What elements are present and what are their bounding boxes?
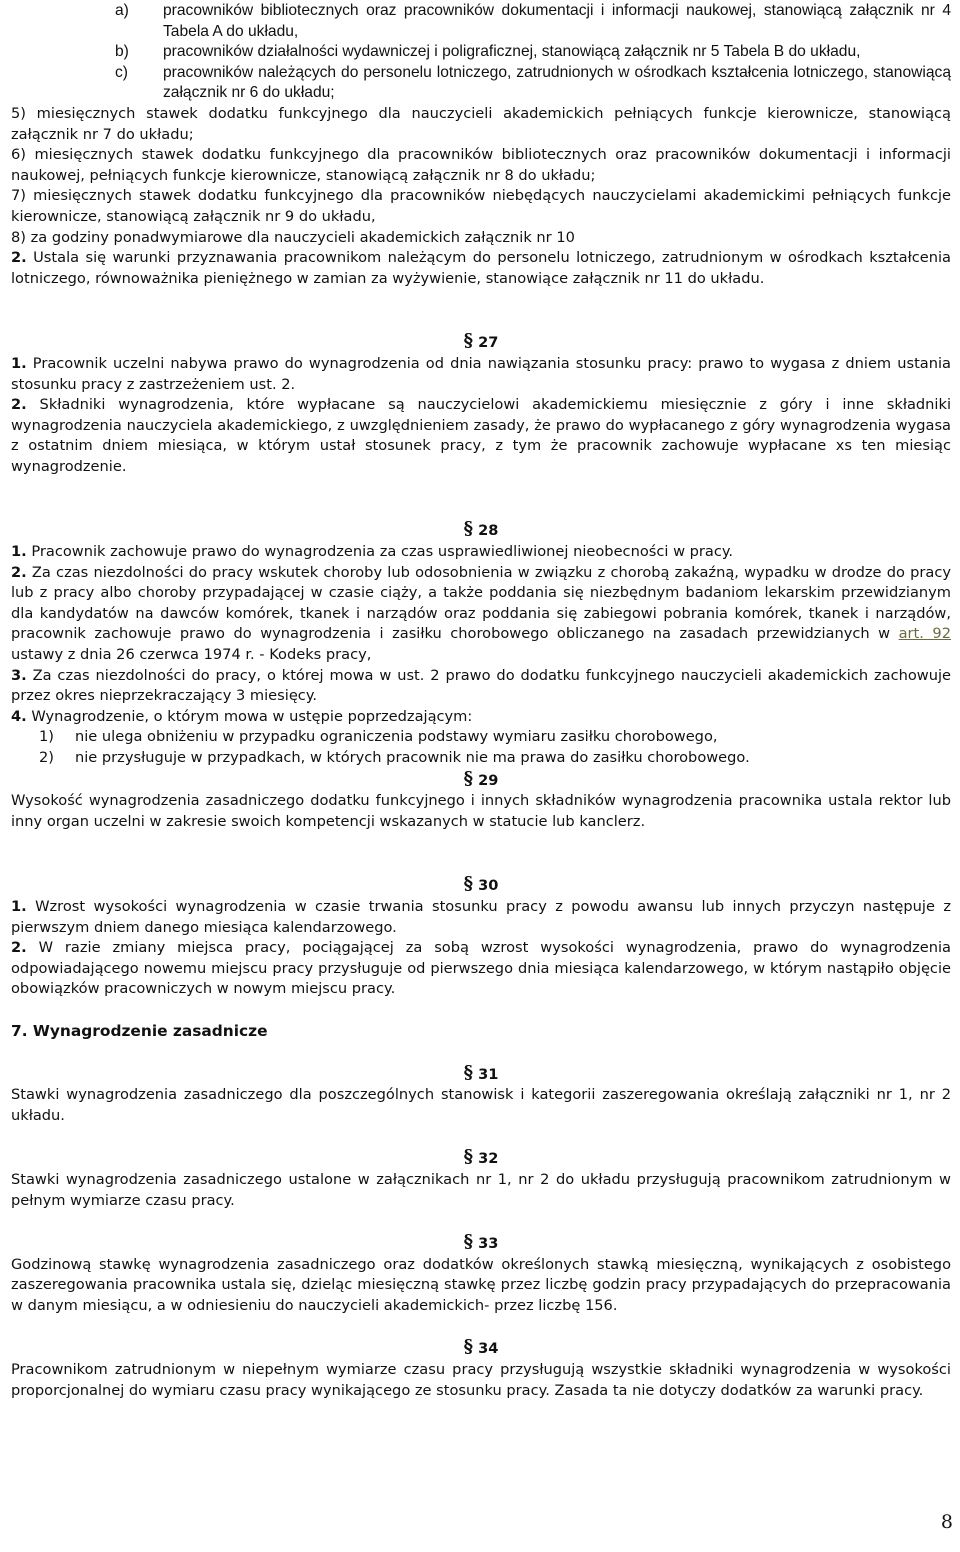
- section-number: 30: [478, 877, 499, 895]
- paragraph-number: 1.: [11, 897, 27, 915]
- section-number: 31: [478, 1065, 499, 1083]
- section-sign: §: [463, 1336, 473, 1358]
- s28-paragraph-4: [11, 707, 951, 728]
- list-item-text: nie przysługuje w przypadkach, w których pracownik nie ma prawa do zasiłku chorobowego.: [75, 749, 750, 766]
- section-sign: §: [463, 330, 473, 352]
- lettered-list: [11, 0, 951, 104]
- paragraph-text: Wzrost wysokości wynagrodzenia w czasie trwania stosunku pracy z powodu awansu lub innych przyczyn następuje z pierwszym dniem danego miesiąca kalendarzowego.: [11, 897, 951, 936]
- list-item: [11, 42, 951, 63]
- list-item-text: pracowników należących do personelu lotniczego, zatrudnionych w ośrodkach kształcenia lotniczego, stanowiącą załącznik nr 6 do układu;: [163, 63, 951, 102]
- paragraph-number: 3.: [11, 666, 27, 684]
- point-5: 5) miesięcznych stawek dodatku funkcyjnego dla nauczycieli akademickich pełniących funkcje kierownicze, stanowiącą załącznik nr 7 do układu;: [11, 104, 951, 143]
- section-number: 34: [478, 1340, 499, 1358]
- chapter-heading: 7. Wynagrodzenie zasadnicze: [11, 1021, 268, 1040]
- s30-paragraph-1: [11, 897, 951, 938]
- paragraph-number: 1.: [11, 354, 27, 372]
- list-item: [11, 63, 951, 104]
- s28-paragraph-2: [11, 563, 951, 666]
- paragraph-number: 2.: [11, 563, 27, 581]
- list-marker: 1): [39, 728, 54, 746]
- section-heading-30: [11, 874, 951, 897]
- document-page: [11, 0, 951, 1401]
- s28-paragraph-3: [11, 666, 951, 707]
- s31-text: Stawki wynagrodzenia zasadniczego dla poszczególnych stanowisk i kategorii zaszeregowania określają załączniki nr 1, nr 2 układu.: [11, 1086, 951, 1124]
- list-marker: a): [115, 2, 129, 19]
- paragraph-text: ustawy z dnia 26 czerwca 1974 r. - Kodeks pracy,: [11, 646, 372, 664]
- section-sign: §: [463, 1061, 473, 1083]
- list-marker: c): [115, 63, 128, 81]
- list-item: [11, 1, 951, 42]
- section-heading-32: [11, 1147, 951, 1170]
- paragraph-number: 2.: [11, 249, 27, 267]
- section-heading-33: [11, 1232, 951, 1255]
- section-heading-34: [11, 1337, 951, 1360]
- list-item: [11, 727, 951, 748]
- section-heading-28: [11, 519, 951, 542]
- paragraph-number: 2.: [11, 939, 27, 957]
- paragraph-text: Ustala się warunki przyznawania pracownikom należącym do personelu lotniczego, zatrudnionym w ośrodkach kształcenia lotniczego, równoważnika pieniężnego w zamian za wyżywienie, stanowiące załącznik nr 11 do układu.: [11, 249, 951, 287]
- section-number: 33: [478, 1235, 499, 1253]
- section-heading-31: [11, 1063, 951, 1086]
- point-7: 7) miesięcznych stawek dodatku funkcyjnego dla pracowników niebędących nauczycielami akademickimi pełniących funkcje kierownicze, stanowiącą załącznik nr 9 do układu,: [11, 187, 951, 225]
- list-item-text: pracowników bibliotecznych oraz pracowników dokumentacji i informacji naukowej, stanowiącą załącznik nr 4 Tabela A do układu,: [163, 2, 951, 40]
- paragraph-text: Pracownik zachowuje prawo do wynagrodzenia za czas usprawiedliwionej nieobecności w pracy.: [26, 543, 734, 561]
- section-sign: §: [463, 518, 473, 540]
- list-item-text: pracowników działalności wydawniczej i poligraficznej, stanowiącą załącznik nr 5 Tabela B do układu,: [163, 43, 861, 61]
- section-sign: §: [463, 767, 473, 789]
- list-item: [11, 748, 951, 769]
- list-marker: b): [115, 43, 129, 61]
- s30-paragraph-2: [11, 938, 951, 1000]
- point-8: 8) za godziny ponadwymiarowe dla nauczycieli akademickich załącznik nr 10: [11, 228, 575, 246]
- paragraph-number: 4.: [11, 707, 27, 725]
- paragraph-text: Pracownik uczelni nabywa prawo do wynagrodzenia od dnia nawiązania stosunku pracy: prawo to wygasa z dniem ustania stosunku pracy z zastrzeżeniem ust. 2.: [11, 354, 951, 393]
- paragraph-number: 2.: [11, 396, 27, 414]
- section-number: 32: [478, 1150, 499, 1168]
- section-sign: §: [463, 1231, 473, 1253]
- page-number: 8: [940, 1511, 953, 1533]
- point-6: 6) miesięcznych stawek dodatku funkcyjnego dla pracowników bibliotecznych oraz pracowników dokumentacji i informacji naukowej, pełniących funkcje kierownicze, stanowiącą załącznik nr 8 do układu;: [11, 146, 951, 184]
- section-heading-29: [11, 769, 951, 792]
- article-link[interactable]: art. 92: [898, 625, 951, 643]
- list-marker: 2): [39, 749, 54, 766]
- section-number: 29: [478, 771, 499, 789]
- paragraph-text: Składniki wynagrodzenia, które wypłacane są nauczycielowi akademickiemu miesięcznie z góry i inne składniki wynagrodzenia nauczyciela akademickiego, z uwzględnieniem zasady, że prawo do wypłacanego z góry wynagrodzenia wygasa z ostatnim dniem miesiąca, w którym ustał stosunek pracy, z tym że pracownik zachowuje wypłacane xs ten miesiąc wynagrodzenie.: [11, 396, 951, 475]
- paragraph-text: W razie zmiany miejsca pracy, pociągającej za sobą wzrost wysokości wynagrodzenia, prawo do wynagrodzenia odpowiadającego nowemu miejscu pracy przysługuje od pierwszego dnia miesiąca kalendarzowego, w którym nastąpiło objęcie obowiązków pracowniczych w nowym miejscu pracy.: [11, 939, 951, 998]
- section-number: 28: [478, 522, 499, 540]
- paragraph-ust-2: [11, 248, 951, 289]
- section-sign: §: [463, 1146, 473, 1168]
- s32-text: Stawki wynagrodzenia zasadniczego ustalone w załącznikach nr 1, nr 2 do układu przysługują pracownikom zatrudnionym w pełnym wymiarze czasu pracy.: [11, 1170, 951, 1209]
- s29-text: Wysokość wynagrodzenia zasadniczego dodatku funkcyjnego i innych składników wynagrodzenia pracownika ustala rektor lub inny organ uczelni w zakresie swoich kompetencji wskazanych w statucie lub kanclerz.: [11, 792, 951, 830]
- s28-paragraph-1: [11, 542, 951, 563]
- paragraph-number: 1.: [11, 543, 27, 561]
- section-heading-27: [11, 331, 951, 354]
- s34-text: Pracownikom zatrudnionym w niepełnym wymiarze czasu pracy przysługują wszystkie składniki wynagrodzenia w wysokości proporcjonalnej do wymiaru czasu pracy wynikającego ze stosunku pracy. Zasada ta nie dotyczy dodatków za warunki pracy.: [11, 1361, 951, 1399]
- s33-text: Godzinową stawkę wynagrodzenia zasadniczego oraz dodatków określonych stawką miesięczną, wynikających z osobistego zaszeregowania pracownika ustala się, dzieląc miesięczną stawkę przez liczbę godzin pracy przypadających do przepracowania w danym miesiącu, a w odniesieniu do nauczycieli akademickich- przez liczbę 156.: [11, 1255, 951, 1314]
- paragraph-text: Za czas niezdolności do pracy, o której mowa w ust. 2 prawo do dodatku funkcyjnego nauczycieli akademickich zachowuje przez okres nieprzekraczający 3 miesięcy.: [11, 666, 951, 705]
- paragraph-text: Za czas niezdolności do pracy wskutek choroby lub odosobnienia w związku z chorobą zakaźną, wypadku w drodze do pracy lub z pracy albo choroby przypadającej w czasie ciąży, a także poddania się niezbędnym badaniom lekarskim przewidzianym dla kandydatów na dawców komórek, tkanek i narządów oraz poddania się zabiegowi pobrania komórek, tkanek i narządów, pracownik zachowuje prawo do wynagrodzenia i zasiłku chorobowego obliczanego na zasadach przewidzianych w: [11, 563, 951, 643]
- list-item-text: nie ulega obniżeniu w przypadku ograniczenia podstawy wymiaru zasiłku chorobowego,: [75, 728, 718, 746]
- section-number: 27: [478, 334, 499, 352]
- section-sign: §: [463, 873, 473, 895]
- s27-paragraph-1: [11, 354, 951, 395]
- paragraph-text: Wynagrodzenie, o którym mowa w ustępie poprzedzającym:: [26, 707, 473, 725]
- s27-paragraph-2: [11, 395, 951, 477]
